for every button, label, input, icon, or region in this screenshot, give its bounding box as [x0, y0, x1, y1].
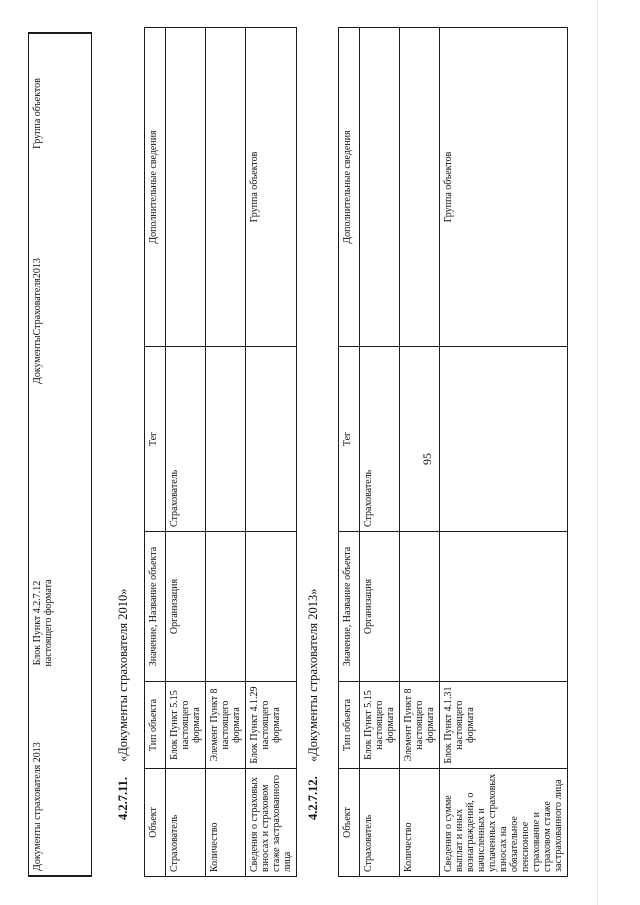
cell-type: Элемент Пункт 8 настоящего формата [400, 682, 440, 769]
col-header-type: Тип объекта [145, 682, 166, 769]
cell-type: Блок Пункт 5.15 настоящего формата [360, 682, 400, 769]
col-header-object: Объект [145, 769, 166, 877]
section-number: 4.2.7.12. [306, 776, 320, 820]
col-header-tag: Тег [339, 347, 360, 532]
cell-value: Организация [166, 532, 206, 682]
table-documents-2013 [338, 27, 568, 877]
page-number: 95 [420, 453, 434, 465]
table-row [166, 28, 206, 877]
section-number: 4.2.7.11. [116, 776, 130, 820]
table-row [400, 28, 440, 877]
col-header-extra: Дополнительные сведения [145, 28, 166, 347]
cell-value [206, 532, 246, 682]
cell-value [246, 532, 297, 682]
table-row [246, 28, 297, 877]
block-name-cell: Документы страхователя 2013 [29, 678, 92, 876]
table-documents-2010 [144, 27, 297, 877]
cell-value: Организация [360, 532, 400, 682]
cell-object: Сведения о страховых взносах и страховом стаже застрахованного лица [246, 769, 297, 877]
table-header-row [339, 28, 360, 877]
table-header-row [145, 28, 166, 877]
cell-object: Сведения о сумме выплат и иных вознаграждений, о начисленных и уплаченных страховых взносах на обязательное пенсионное страхование и страховом стаже застрахованного лица [440, 769, 568, 877]
section-title: «Документы страхователя 2010» [116, 588, 130, 762]
col-header-value: Значение, Название объекта [145, 532, 166, 682]
cell-type: Элемент Пункт 8 настоящего формата [206, 682, 246, 769]
cell-tag [206, 347, 246, 532]
top-continuation-table [28, 32, 92, 877]
cell-extra [166, 28, 206, 347]
cell-tag [440, 347, 568, 532]
cell-object: Количество [400, 769, 440, 877]
cell-type: Блок Пункт 5.15 настоящего формата [166, 682, 206, 769]
cell-extra: Группа объектов [440, 28, 568, 347]
col-header-value: Значение, Название объекта [339, 532, 360, 682]
cell-tag: Страхователь [166, 347, 206, 532]
col-header-extra: Дополнительные сведения [339, 28, 360, 347]
section-heading-4-2-7-11 [116, 589, 131, 820]
cell-type: Блок Пункт 4.1.29 настоящего формата [246, 682, 297, 769]
cell-extra [206, 28, 246, 347]
col-header-object: Объект [339, 769, 360, 877]
section-heading-4-2-7-12 [306, 589, 321, 820]
cell-tag: Страхователь [360, 347, 400, 532]
cell-extra [360, 28, 400, 347]
col-header-type: Тип объекта [339, 682, 360, 769]
table-row [440, 28, 568, 877]
cell-type: Блок Пункт 4.1.31 настоящего формата [440, 682, 568, 769]
cell-object: Страхователь [166, 769, 206, 877]
block-type-cell: Блок Пункт 4.2.7.12 настоящего формата [29, 568, 92, 678]
cell-extra: Группа объектов [246, 28, 297, 347]
cell-value [400, 532, 440, 682]
cell-object: Количество [206, 769, 246, 877]
block-value-cell [29, 388, 92, 568]
table-row [29, 33, 92, 876]
cell-object: Страхователь [360, 769, 400, 877]
block-tag-cell: ДокументыСтрахователя2013 [29, 193, 92, 388]
section-title: «Документы страхователя 2013» [306, 588, 320, 762]
cell-tag [246, 347, 297, 532]
cell-tag [400, 347, 440, 532]
block-extra-cell: Группа объектов [29, 33, 92, 193]
table-row [206, 28, 246, 877]
table-row [360, 28, 400, 877]
cell-extra [400, 28, 440, 347]
col-header-tag: Тег [145, 347, 166, 532]
cell-value [440, 532, 568, 682]
